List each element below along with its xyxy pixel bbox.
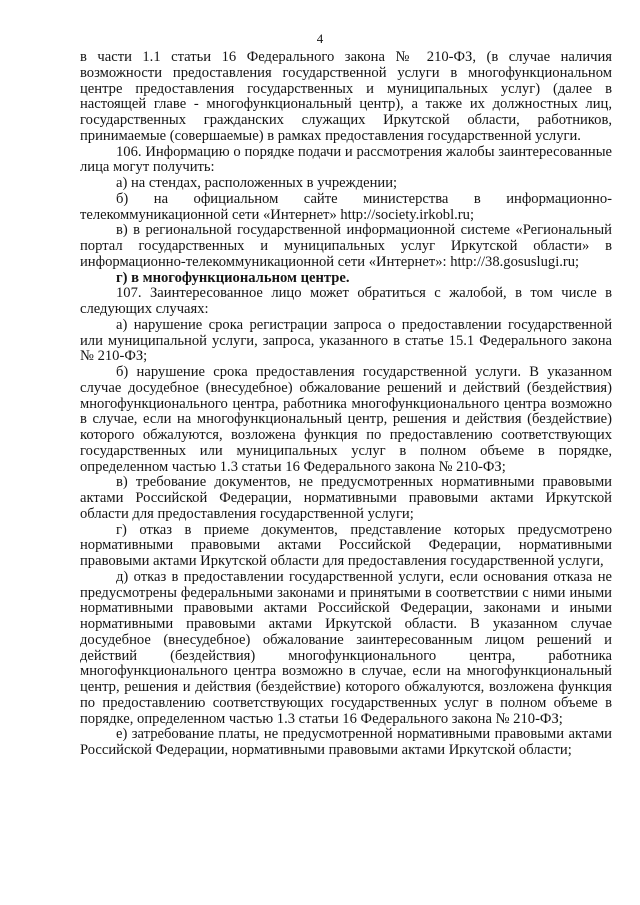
paragraph-107-v: в) требование документов, не предусмотренных нормативными правовыми актами Российской Федерации, нормативными правовыми актами Иркутской области для предоставления государственной услуги;: [80, 474, 612, 522]
paragraph-107-e: е) затребование платы, не предусмотренной нормативными правовыми актами Российской Федерации, нормативными правовыми актами Иркутской области;: [80, 726, 612, 758]
paragraph-107-g: г) отказ в приеме документов, представление которых предусмотрено нормативными правовыми актами Российской Федерации, нормативными правовыми актами Иркутской области для предоставления государственной услуги,: [80, 521, 612, 569]
paragraph-106-b: б) на официальном сайте министерства в информационно-телекоммуникационной сети «Интернет» http://society.irkobl.ru;: [80, 190, 612, 223]
paragraph-107-d: д) отказ в предоставлении государственной услуги, если основания отказа не предусмотрены федеральными законами и принятыми в соответствии с ними иными нормативными правовыми актами Российской Федерации, законами и иными нормативными правовыми актами Иркутской области. В указанном случае досудебное (внесудебное) обжалование заинтересованным лицом решений и действий (бездействия) многофункционального центра, работника многофункционального центра возможно в случае, если на многофункциональный центр, решения и действия (бездействие) которого обжалуются, возложена функция по предоставлению соответствующих государственных услуг в полном объеме в порядке, определенном частью 1.3 статьи 16 Федерального закона № 210-ФЗ;: [80, 568, 612, 727]
paragraph-106-g: г) в многофункциональном центре.: [116, 269, 350, 286]
paragraph-106-v: в) в региональной государственной информационной системе «Региональный портал государственных и муниципальных услуг Иркутской области» в информационно-телекоммуникационной сети «Интернет»: http://38.gosuslugi.ru;: [80, 222, 612, 270]
page-number: 4: [316, 31, 324, 46]
paragraph-106: 106. Информацию о порядке подачи и рассмотрения жалобы заинтересованные лица могут получить:: [80, 143, 612, 176]
paragraph-continuation: в части 1.1 статьи 16 Федерального закона № 210-ФЗ, (в случае наличия возможности предоставления государственной услуги в многофункциональном центре предоставления государственных и муниципальных услуг) (далее в настоящей главе - многофункциональный центр), а также их должностных лиц, государственных гражданских служащих Иркутской области, работников, принимаемые (совершаемые) в рамках предоставления государственной услуги.: [80, 49, 612, 144]
paragraph-106-a: а) на стендах, расположенных в учреждении;: [116, 175, 398, 191]
paragraph-107: 107. Заинтересованное лицо может обратиться с жалобой, в том числе в следующих случаях:: [80, 285, 612, 317]
paragraph-107-a: а) нарушение срока регистрации запроса о предоставлении государственной или муниципальной услуги, запроса, указанного в статье 15.1 Федерального закона № 210-ФЗ;: [80, 316, 612, 365]
paragraph-107-b: б) нарушение срока предоставления государственной услуги. В указанном случае досудебное (внесудебное) обжалование решений и действий (бездействия) многофункционального центра, работника многофункционального центра возможно в случае, если на многофункциональный центр, решения и действия (бездействие) которого обжалуются, возложена функция по предоставлению соответствующих государственных или муниципальных услуг в полном объеме в порядке, определенном частью 1.3 статьи 16 Федерального закона № 210-ФЗ;: [80, 364, 612, 475]
document-body: [80, 50, 612, 759]
